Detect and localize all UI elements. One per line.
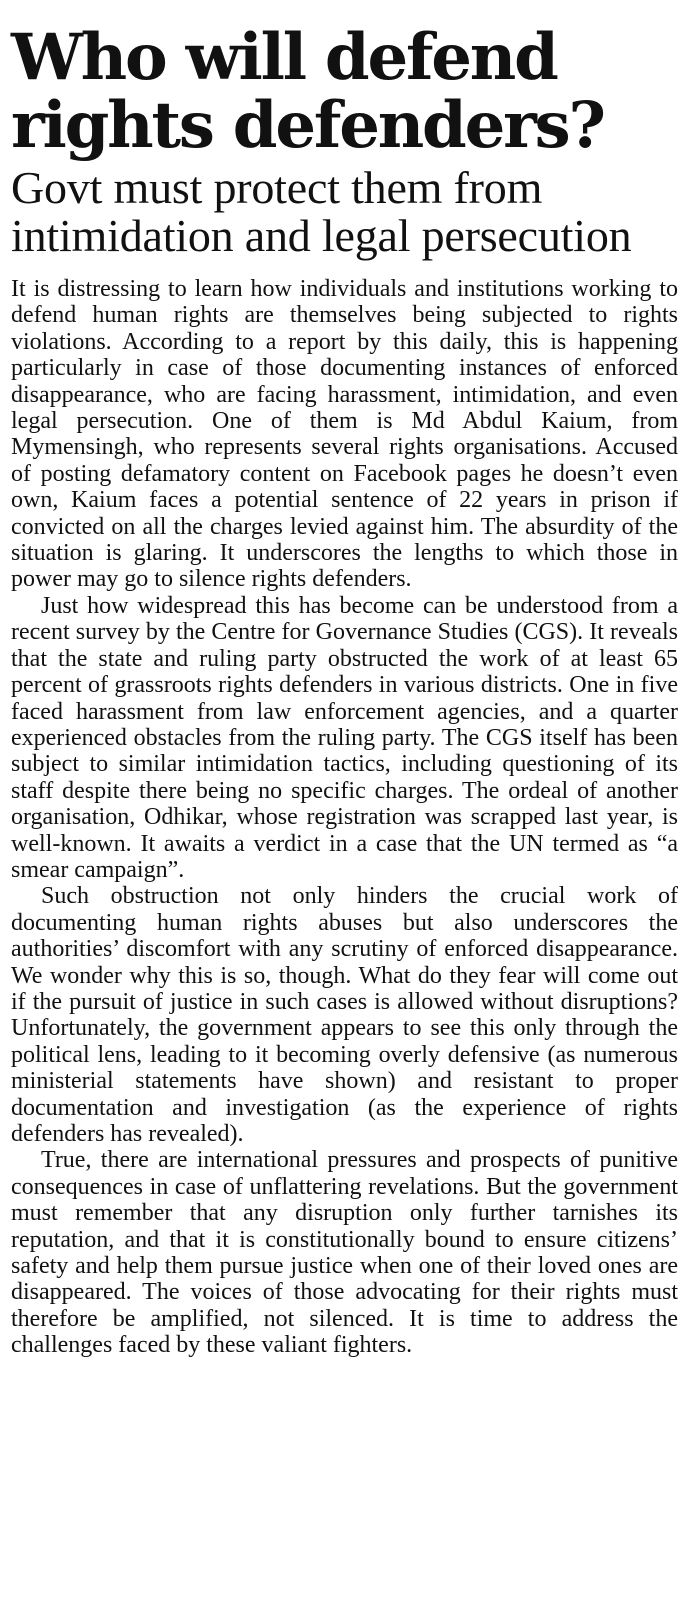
paragraph-3: Such obstruction not only hinders the crucial work of documenting human rights abuses but also underscores the authorities’ discomfort with any scrutiny of enforced disappearance. We wonder why this is so, though. What do they fear will come out if the pursuit of justice in such cases is allowed without disruptions? Unfortunately, the government appears to see this only through the political lens, leading to it becoming overly defensive (as numerous ministerial statements have shown) and resistant to proper documentation and investigation (as the experience of rights defenders has revealed).: [11, 883, 678, 1147]
article-body: [11, 276, 678, 1359]
headline: Who will defend rights defenders?: [11, 20, 604, 163]
paragraph-4: True, there are international pressures and prospects of punitive consequences in case of unflattering revelations. But the government must remember that any disruption only further tarnishes its reputation, and that it is constitutionally bound to ensure citizens’ safety and help them pursue justice when one of their loved ones are disappeared. The voices of those advocating for their rights must therefore be amplified, not silenced. It is time to address the challenges faced by these valiant fighters.: [11, 1147, 678, 1359]
paragraph-1: It is distressing to learn how individuals and institutions working to defend human rights are themselves being subjected to rights violations. According to a report by this daily, this is happening particularly in case of those documenting instances of enforced disappearance, who are facing harassment, intimidation, and even legal persecution. One of them is Md Abdul Kaium, from Mymensingh, who represents several rights organisations. Accused of posting defamatory content on Facebook pages he doesn’t even own, Kaium faces a potential sentence of 22 years in prison if convicted on all the charges levied against him. The absurdity of the situation is glaring. It underscores the lengths to which those in power may go to silence rights defenders.: [11, 276, 678, 593]
paragraph-2: Just how widespread this has become can be understood from a recent survey by the Centre for Governance Studies (CGS). It reveals that the state and ruling party obstructed the work of at least 65 percent of grassroots rights defenders in various districts. One in five faced harassment from law enforcement agencies, and a quarter experienced obstacles from the ruling party. The CGS itself has been subject to similar intimidation tactics, including questioning of its staff despite there being no specific charges. The ordeal of another organisation, Odhikar, whose registration was scrapped last year, is well-known. It awaits a verdict in a case that the UN termed as “a smear campaign”.: [11, 592, 678, 883]
subheadline: Govt must protect them from intimidation and legal persecution: [11, 162, 632, 261]
